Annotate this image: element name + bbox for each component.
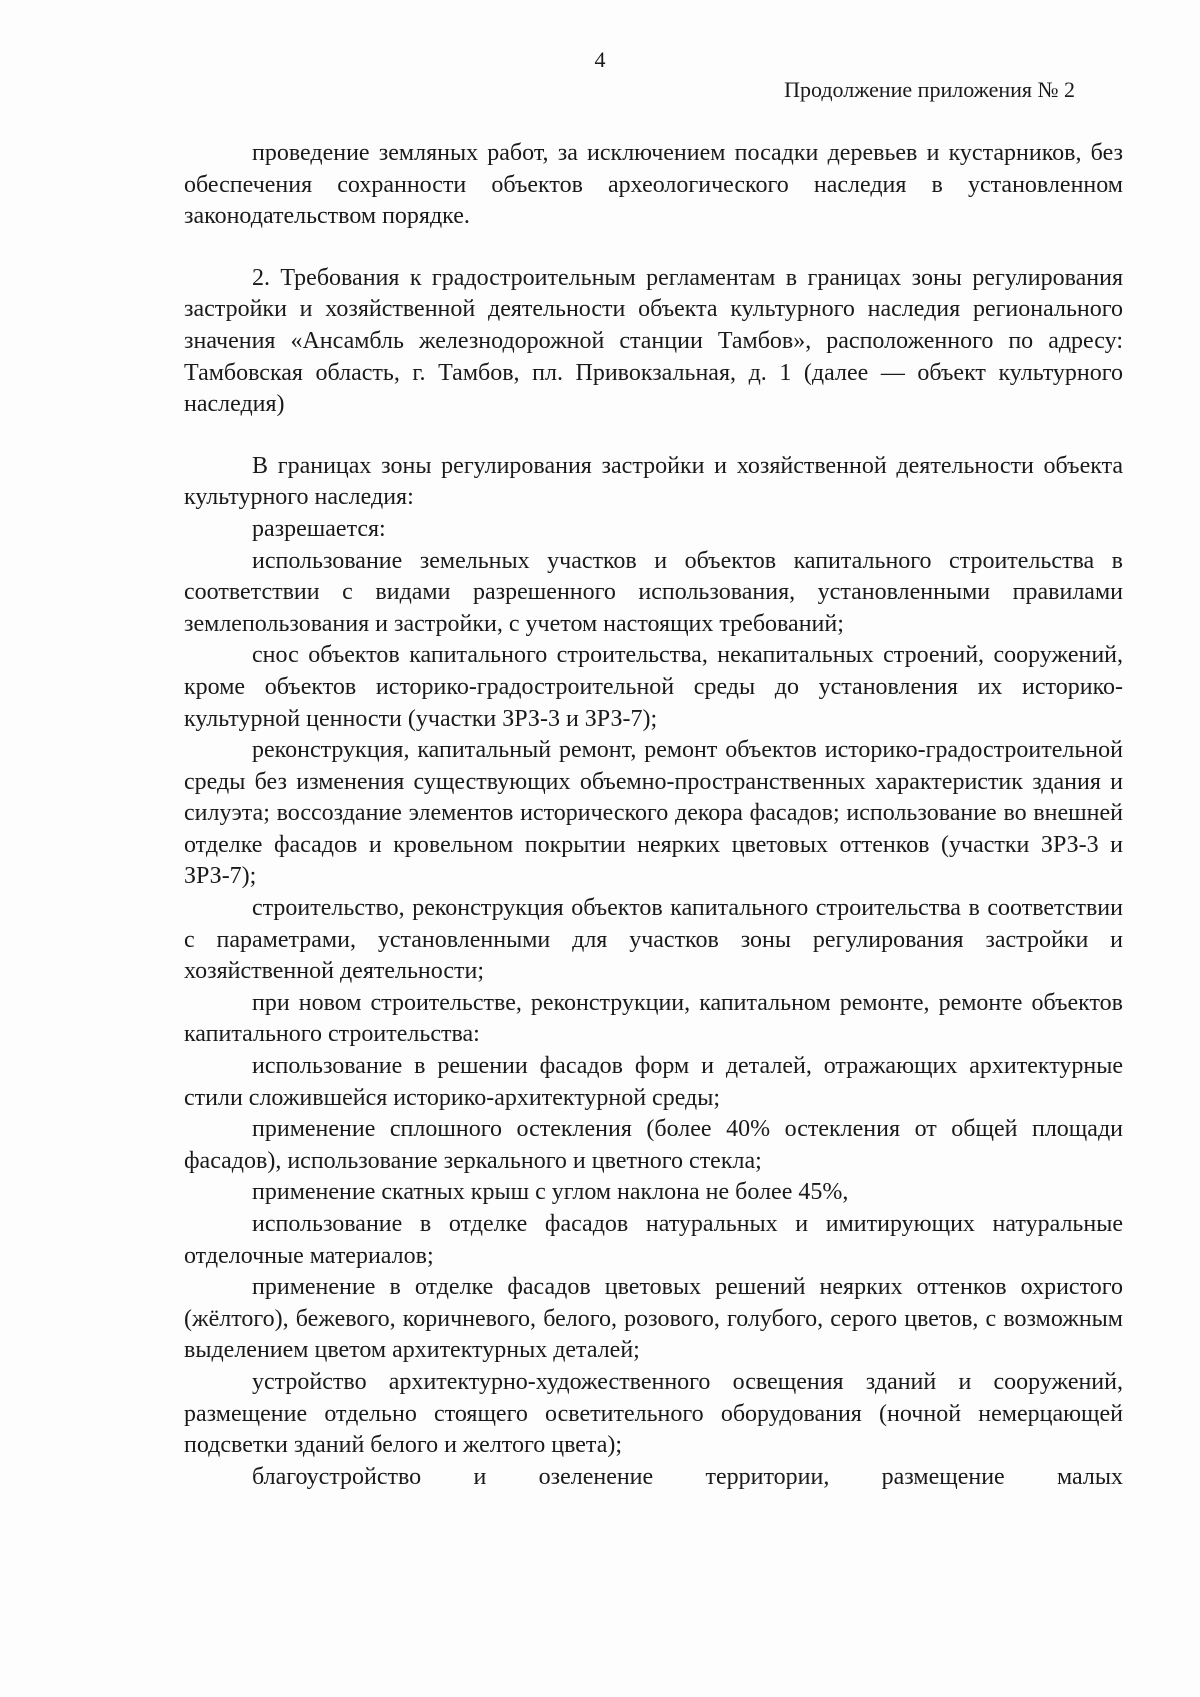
paragraph-zone-intro: В границах зоны регулирования застройки и хозяйственной деятельности объекта культурного наследия: bbox=[184, 452, 1123, 511]
paragraph-reconstruction: реконструкция, капитальный ремонт, ремонт объектов историко-градостроительной среды без изменения существующих объемно-пространственных характеристик здания и силуэта; воссоздание элементов исторического декора фасадов; использование во внешней отделке фасадов и кровельном покрытии неярких цветовых оттенков (участки ЗРЗ-3 и ЗРЗ-7); bbox=[184, 737, 1123, 890]
paragraph-section-2-heading: 2. Требования к градостроительным регламентам в границах зоны регулирования застройки и хозяйственной деятельности объекта культурного наследия регионального значения «Ансамбль железнодорожной станции Тамбов», расположенного по адресу: Тамбовская область, г. Тамбов, пл. Привокзальная, д. 1 (далее — объект культурного наследия) bbox=[184, 264, 1123, 418]
paragraph-color-solutions: применение в отделке фасадов цветовых решений неярких оттенков охристого (жёлтого), бежевого, коричневого, белого, розового, голубого, серого цветов, с возможным выделением цветом архитектурных деталей; bbox=[184, 1274, 1123, 1364]
document-body bbox=[184, 138, 1123, 1493]
paragraph-new-construction: при новом строительстве, реконструкции, капитальном ремонте, ремонте объектов капитального строительства: bbox=[184, 989, 1123, 1048]
paragraph-glazing: применение сплошного остекления (более 40% остекления от общей площади фасадов), использование зеркального и цветного стекла; bbox=[184, 1116, 1123, 1174]
paragraph-pitched-roofs: применение скатных крыш с углом наклона не более 45%, bbox=[252, 1179, 849, 1206]
paragraph-facade-forms: использование в решении фасадов форм и деталей, отражающих архитектурные стили сложившейся историко-архитектурной среды; bbox=[184, 1053, 1123, 1111]
paragraph-earthworks: проведение земляных работ, за исключением посадки деревьев и кустарников, без обеспечения сохранности объектов археологического наследия в установленном законодательством порядке. bbox=[184, 140, 1123, 230]
page-number: 4 bbox=[594, 47, 606, 72]
paragraph-finishing-materials: использование в отделке фасадов натуральных и имитирующих натуральные отделочные материалов; bbox=[184, 1211, 1123, 1269]
appendix-continuation-label: Продолжение приложения № 2 bbox=[784, 77, 1075, 102]
paragraph-demolition: снос объектов капитального строительства, некапитальных строений, сооружений, кроме объектов историко-градостроительной среды до установления их историко-культурной ценности (участки ЗРЗ-3 и ЗРЗ-7); bbox=[184, 642, 1123, 732]
paragraph-land-use: использование земельных участков и объектов капитального строительства в соответствии с видами разрешенного использования, установленными правилами землепользования и застройки, с учетом настоящих требований; bbox=[184, 547, 1123, 637]
paragraph-construction: строительство, реконструкция объектов капитального строительства в соответствии с параметрами, установленными для участков зоны регулирования застройки и хозяйственной деятельности; bbox=[184, 895, 1123, 985]
paragraph-lighting: устройство архитектурно-художественного освещения зданий и сооружений, размещение отдельно стоящего осветительного оборудования (ночной немерцающей подсветки зданий белого и желтого цвета); bbox=[184, 1368, 1123, 1459]
paragraph-allowed-label: разрешается: bbox=[252, 515, 386, 542]
paragraph-landscaping: благоустройство и озеленение территории, размещение малых bbox=[252, 1463, 1123, 1490]
